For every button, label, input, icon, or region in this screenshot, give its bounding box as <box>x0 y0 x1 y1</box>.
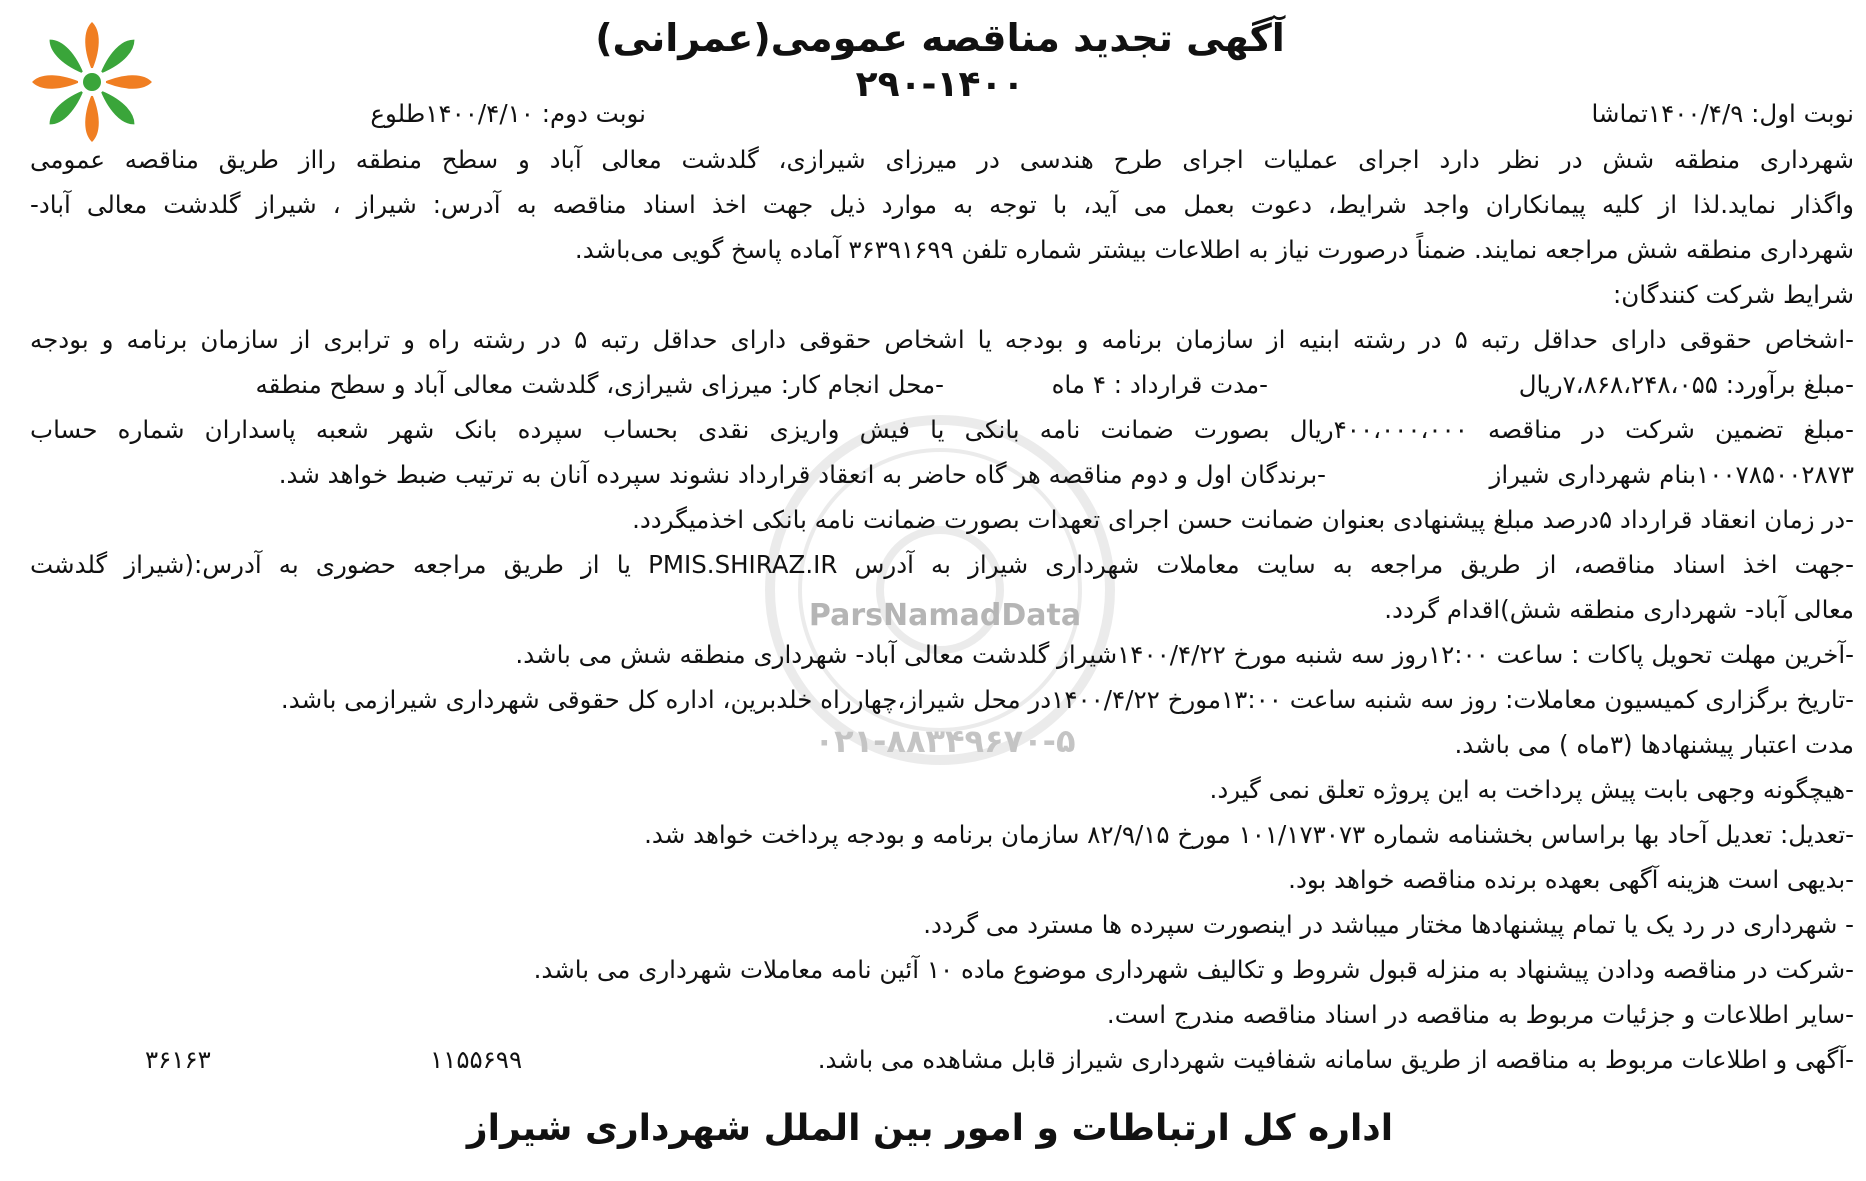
body-line-3: شهرداری منطقه شش مراجعه نمایند. ضمناً درصورت نیاز به اطلاعات بیشتر شماره تلفن ۳۶۳۹۱۶۹۹ آماده پاسخ گویی می‌باشد. <box>574 235 1854 264</box>
transparency-line: -آگهی و اطلاعات مربوط به مناقصه از طریق سامانه شفافیت شهرداری شیراز قابل مشاهده می باشد. <box>817 1045 1854 1074</box>
pmis-link[interactable]: PMIS.SHIRAZ.IR <box>648 550 838 579</box>
code-b: ۳۶۱۶۳ <box>145 1045 211 1074</box>
conditions-heading: شرایط شرکت کنندگان: <box>1613 280 1854 309</box>
flower-logo-icon <box>22 12 162 152</box>
documents-text-before: -جهت اخذ اسناد مناقصه، از طریق مراجعه به سایت معاملات شهرداری شیراز به آدرس <box>854 550 1854 579</box>
rejection-line: - شهرداری در رد یک یا تمام پیشنهادها مختار میباشد در اینصورت سپرده ها مسترد می گردد. <box>923 910 1854 939</box>
account-number: ۱۰۰۷۸۵۰۰۲۸۷۳بنام شهرداری شیراز <box>1489 460 1854 489</box>
second-round: نوبت دوم: ۱۴۰۰/۴/۱۰طلوع <box>370 99 646 128</box>
watermark-brand: ParsNamadData <box>808 598 1082 633</box>
notice-number: ۲۹۰-۱۴۰۰ <box>855 64 1025 105</box>
documents-text-after: یا از طریق مراجعه حضوری به آدرس:(شیراز گلدشت <box>30 550 631 579</box>
validity-line: مدت اعتبار پیشنهادها (۳ماه ) می باشد. <box>1454 730 1854 759</box>
commission-line: -تاریخ برگزاری کمیسیون معاملات: روز سه شنبه ساعت ۱۳:۰۰مورخ ۱۴۰۰/۴/۲۲در محل شیراز،چهارراه خلدبرین، اداره کل حقوقی شهرداری شیرازمی باشد. <box>280 685 1854 714</box>
documents-line <box>30 543 1854 587</box>
code-a: ۱۱۵۵۶۹۹ <box>430 1045 523 1074</box>
participation-line: -شرکت در مناقصه ودادن پیشنهاد به منزله قبول شروط و تکالیف شهرداری موضوع ماده ۱۰ آئین نامه معاملات شهرداری می باشد. <box>533 955 1854 984</box>
first-round: نوبت اول: ۱۴۰۰/۴/۹تماشا <box>1591 99 1854 128</box>
body-line-5: -اشخاص حقوقی دارای حداقل رتبه ۵ در رشته ابنیه از سازمان برنامه و بودجه یا اشخاص حقوقی دارای حداقل رتبه ۵ در رشته راه و ترابری از سازمان برنامه و بودجه <box>30 325 1854 354</box>
after-line-1: معالی آباد- شهرداری منطقه شش)اقدام گردد. <box>1384 595 1854 624</box>
ad-cost-line: -بدیهی است هزینه آگهی بعهده برنده مناقصه خواهد بود. <box>1288 865 1854 894</box>
other-info-line: -سایر اطلاعات و جزئیات مربوط به مناقصه در اسناد مناقصه مندرج است. <box>1106 1000 1854 1029</box>
body-line-2: واگذار نماید.لذا از کلیه پیمانکاران واجد شرایط، دعوت بعمل می آید، با توجه به موارد ذیل جهت اخذ اسناد مناقصه به آدرس: شیراز ، شیراز گلدشت معالی آباد- <box>30 190 1854 219</box>
adjustment-line: -تعدیل: تعدیل آحاد بها براساس بخشنامه شماره ۱۰۱/۱۷۳۰۷۳ مورخ ۸۲/۹/۱۵ سازمان برنامه و بودجه پرداخت خواهد شد. <box>644 820 1854 849</box>
notice-title: آگهی تجدید مناقصه عمومی(عمرانی) <box>595 16 1285 60</box>
work-location: -محل انجام کار: میرزای شیرازی، گلدشت معالی آباد و سطح منطقه <box>255 370 944 399</box>
prepayment-line: -هیچگونه وجهی بابت پیش پرداخت به این پروژه تعلق نمی گیرد. <box>1209 775 1854 804</box>
guarantee-line: -مبلغ تضمین شرکت در مناقصه ۴۰۰،۰۰۰،۰۰۰ریال بصورت ضمانت نامه بانکی یا فیش واریزی نقدی بحساب سپرده بانک شهر شعبه پاسداران شماره حساب <box>30 415 1854 444</box>
winners-note: -برندگان اول و دوم مناقصه هر گاه حاضر به انعقاد قرارداد نشوند سپرده آنان به ترتیب ضبط خواهد شد. <box>278 460 1326 489</box>
contract-guarantee-line: -در زمان انعقاد قرارداد ۵درصد مبلغ پیشنهادی بعنوان ضمانت حسن اجرای تعهدات بصورت ضمانت نامه بانکی اخذمیگردد. <box>632 505 1854 534</box>
footer-signature: اداره کل ارتباطات و امور بین الملل شهرداری شیراز <box>466 1108 1394 1149</box>
contract-duration: -مدت قرارداد : ۴ ماه <box>1051 370 1268 399</box>
body-line-1: شهرداری منطقه شش در نظر دارد اجرای عملیات اجرای طرح هندسی در میرزای شیرازی، گلدشت معالی آباد و سطح منطقه رااز طریق مناقصه عمومی <box>30 145 1854 174</box>
deadline-line: -آخرین مهلت تحویل پاکات : ساعت ۱۲:۰۰روز سه شنبه مورخ ۱۴۰۰/۴/۲۲شیراز گلدشت معالی آباد- شهرداری منطقه شش می باشد. <box>515 640 1854 669</box>
estimate-amount: -مبلغ برآورد: ۷،۸۶۸،۲۴۸،۰۵۵ریال <box>1518 370 1854 399</box>
watermark-phone: ۰۲۱-۸۸۳۴۹۶۷۰-۵ <box>814 722 1076 760</box>
